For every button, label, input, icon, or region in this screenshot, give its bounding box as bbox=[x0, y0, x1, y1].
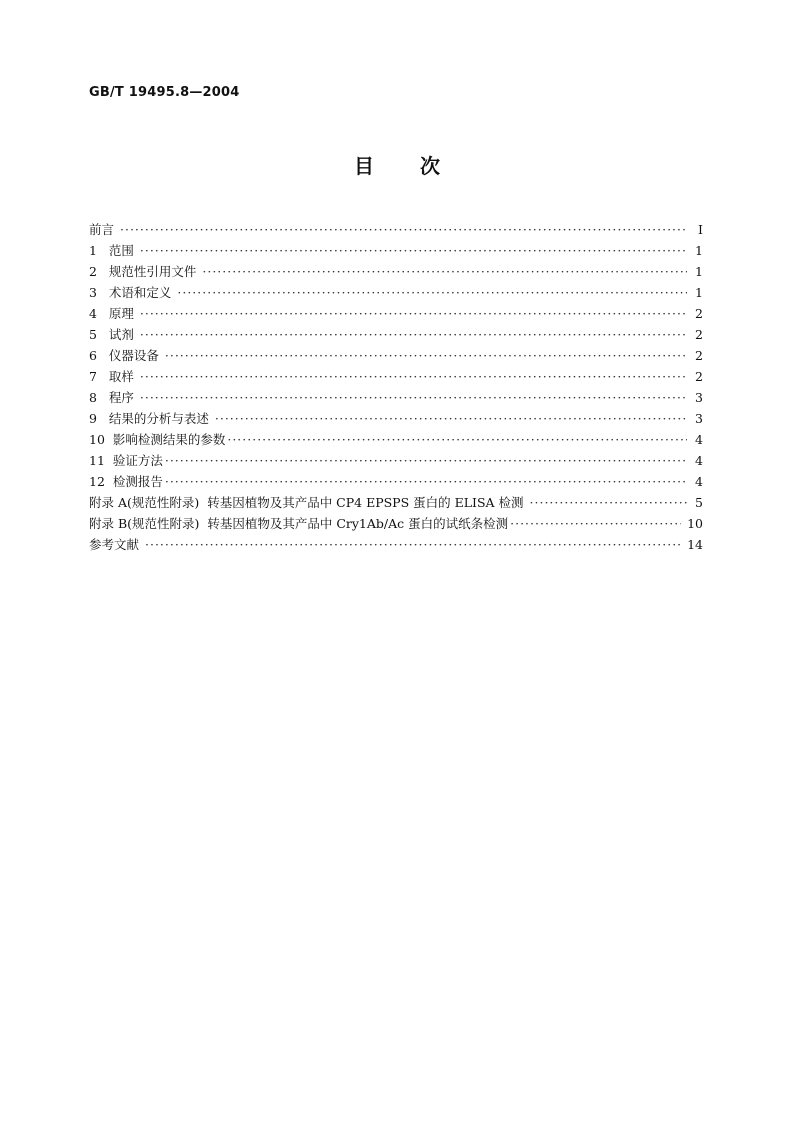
toc-leader-dots bbox=[140, 366, 687, 387]
toc-leader-dots bbox=[215, 408, 687, 429]
toc-entry-label: 5 试剂 bbox=[89, 327, 134, 342]
toc-leader-dots bbox=[140, 303, 687, 324]
toc-entry-label: 8 程序 bbox=[89, 390, 134, 405]
toc-entry-5[interactable] bbox=[89, 324, 703, 345]
toc-entry-page: 2 bbox=[695, 306, 703, 321]
title-char-right: 次 bbox=[420, 154, 440, 178]
toc-entry-page: 2 bbox=[695, 369, 703, 384]
toc-leader-dots bbox=[510, 513, 681, 534]
toc-entry-10[interactable] bbox=[89, 429, 703, 450]
toc-entry-page: 3 bbox=[695, 411, 703, 426]
toc-entry-annex-b[interactable] bbox=[89, 513, 703, 534]
toc-entry-label: 9 结果的分析与表述 bbox=[89, 411, 209, 426]
toc-entry-1[interactable] bbox=[89, 240, 703, 261]
toc-leader-dots bbox=[202, 261, 687, 282]
toc-entry-page: 4 bbox=[695, 474, 703, 489]
toc-entry-page: 1 bbox=[695, 243, 703, 258]
toc-entry-label: 11 验证方法 bbox=[89, 453, 163, 468]
toc-leader-dots bbox=[165, 450, 687, 471]
toc-leader-dots bbox=[140, 240, 687, 261]
toc-entry-label: 6 仪器设备 bbox=[89, 348, 159, 363]
toc-entry-label: 前言 bbox=[89, 222, 115, 237]
toc-entry-page: 4 bbox=[695, 453, 703, 468]
toc-entry-page: 5 bbox=[695, 495, 703, 510]
toc-entry-label: 3 术语和定义 bbox=[89, 285, 172, 300]
toc-leader-dots bbox=[530, 492, 687, 513]
toc-entry-bibliography[interactable] bbox=[89, 534, 703, 555]
toc-entry-page: 10 bbox=[687, 516, 703, 531]
toc-entry-page: I bbox=[698, 222, 703, 237]
toc-leader-dots bbox=[165, 471, 687, 492]
toc-leader-dots bbox=[140, 324, 687, 345]
toc-entry-page: 1 bbox=[695, 285, 703, 300]
toc-entry-label: 12 检测报告 bbox=[89, 474, 163, 489]
toc-entry-2[interactable] bbox=[89, 261, 703, 282]
toc-entry-page: 2 bbox=[695, 348, 703, 363]
toc-entry-page: 14 bbox=[687, 537, 703, 552]
toc-entry-annex-a[interactable] bbox=[89, 492, 703, 513]
toc-entry-9[interactable] bbox=[89, 408, 703, 429]
toc-entry-page: 3 bbox=[695, 390, 703, 405]
toc-entry-11[interactable] bbox=[89, 450, 703, 471]
toc-entry-6[interactable] bbox=[89, 345, 703, 366]
toc-entry-label: 附录 B(规范性附录) 转基因植物及其产品中 Cry1Ab/Ac 蛋白的试纸条检测 bbox=[89, 516, 509, 531]
toc-entry-3[interactable] bbox=[89, 282, 703, 303]
toc-entry-page: 2 bbox=[695, 327, 703, 342]
toc-entry-page: 4 bbox=[695, 432, 703, 447]
toc-entry-label: 4 原理 bbox=[89, 306, 134, 321]
toc-entry-4[interactable] bbox=[89, 303, 703, 324]
toc-entry-8[interactable] bbox=[89, 387, 703, 408]
toc-entry-label: 7 取样 bbox=[89, 369, 134, 384]
toc-leader-dots bbox=[165, 345, 687, 366]
page-title bbox=[0, 150, 794, 179]
toc-entry-label: 10 影响检测结果的参数 bbox=[89, 432, 226, 447]
toc-entry-label: 2 规范性引用文件 bbox=[89, 264, 197, 279]
toc-entry-12[interactable] bbox=[89, 471, 703, 492]
toc-leader-dots bbox=[120, 219, 687, 240]
title-char-left: 目 bbox=[354, 154, 374, 178]
toc-entry-label: 附录 A(规范性附录) 转基因植物及其产品中 CP4 EPSPS 蛋白的 ELISA 检测 bbox=[89, 495, 524, 510]
toc-entry-page: 1 bbox=[695, 264, 703, 279]
toc-leader-dots bbox=[140, 387, 687, 408]
toc-entry-label: 1 范围 bbox=[89, 243, 134, 258]
toc-entry-7[interactable] bbox=[89, 366, 703, 387]
toc-leader-dots bbox=[227, 429, 687, 450]
toc-entry-label: 参考文献 bbox=[89, 537, 140, 552]
standard-number: GB/T 19495.8—2004 bbox=[89, 85, 240, 100]
table-of-contents bbox=[89, 219, 703, 555]
toc-entry-foreword[interactable] bbox=[89, 219, 703, 240]
toc-leader-dots bbox=[177, 282, 687, 303]
toc-leader-dots bbox=[145, 534, 681, 555]
